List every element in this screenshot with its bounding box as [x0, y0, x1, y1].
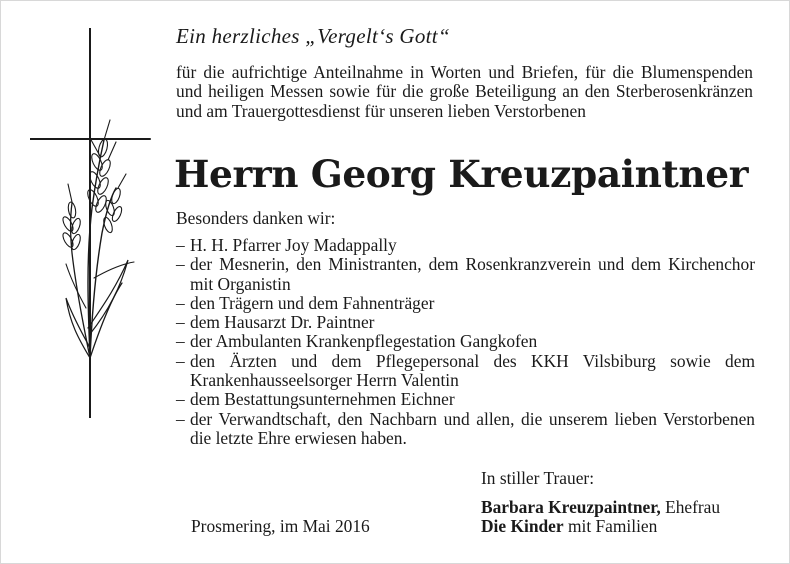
list-item-text: den Ärzten und dem Pflegepersonal des KKH Vilsbiburg sowie dem Krankenhausseelsorger Herrn Valentin	[190, 350, 755, 391]
place-date: Prosmering, im Mai 2016	[191, 516, 370, 536]
list-item	[176, 313, 755, 332]
heading: Ein herzliches „Vergelt‘s Gott“	[176, 24, 450, 48]
thanks-label: Besonders danken wir:	[176, 208, 336, 228]
list-item	[176, 352, 755, 391]
dash: –	[176, 408, 185, 429]
list-item-text: der Verwandtschaft, den Nachbarn und allen, die unserem lieben Verstorbenen die letzte Ehre erwiesen haben.	[190, 408, 755, 448]
list-item-text: der Mesnerin, den Ministranten, dem Rosenkranzverein und dem Kirchenchor mit Organistin	[190, 254, 755, 294]
signature-relation: mit Familien	[563, 516, 658, 536]
thanks-list	[176, 236, 755, 448]
signature-children	[481, 516, 657, 537]
list-item	[176, 294, 755, 313]
list-item-text: den Trägern und dem Fahnenträger	[190, 292, 435, 313]
list-item	[176, 255, 755, 294]
dash: –	[176, 292, 185, 313]
dash: –	[176, 312, 185, 333]
dash: –	[176, 331, 185, 352]
list-item	[176, 390, 755, 409]
cross-with-wheat-icon	[30, 28, 160, 418]
dash: –	[176, 254, 185, 275]
list-item-text: dem Bestattungsunternehmen Eichner	[190, 389, 455, 410]
mourning-label: In stiller Trauer:	[481, 468, 595, 488]
dash: –	[176, 350, 185, 371]
list-item	[176, 236, 755, 255]
list-item	[176, 332, 755, 351]
deceased-name: Herrn Georg Kreuzpaintner	[174, 152, 749, 196]
intro-text: für die aufrichtige Anteilnahme in Worten und Briefen, für die Blumenspenden und heiligen Messen sowie für die große Beteiligung an den Sterberosenkränzen und am Trauergottesdienst für unseren lieben Verstorbenen	[176, 62, 753, 121]
signature-relation: Ehefrau	[660, 497, 721, 517]
list-item-text: dem Hausarzt Dr. Paintner	[190, 312, 375, 333]
signature-name: Die Kinder	[481, 516, 564, 536]
signature-name: Barbara Kreuzpaintner,	[481, 497, 661, 517]
dash: –	[176, 389, 185, 410]
signature-spouse	[481, 497, 720, 518]
list-item-text: H. H. Pfarrer Joy Madappally	[190, 235, 397, 255]
list-item	[176, 410, 755, 449]
dash: –	[176, 235, 185, 255]
list-item-text: der Ambulanten Krankenpflegestation Gangkofen	[190, 331, 538, 352]
